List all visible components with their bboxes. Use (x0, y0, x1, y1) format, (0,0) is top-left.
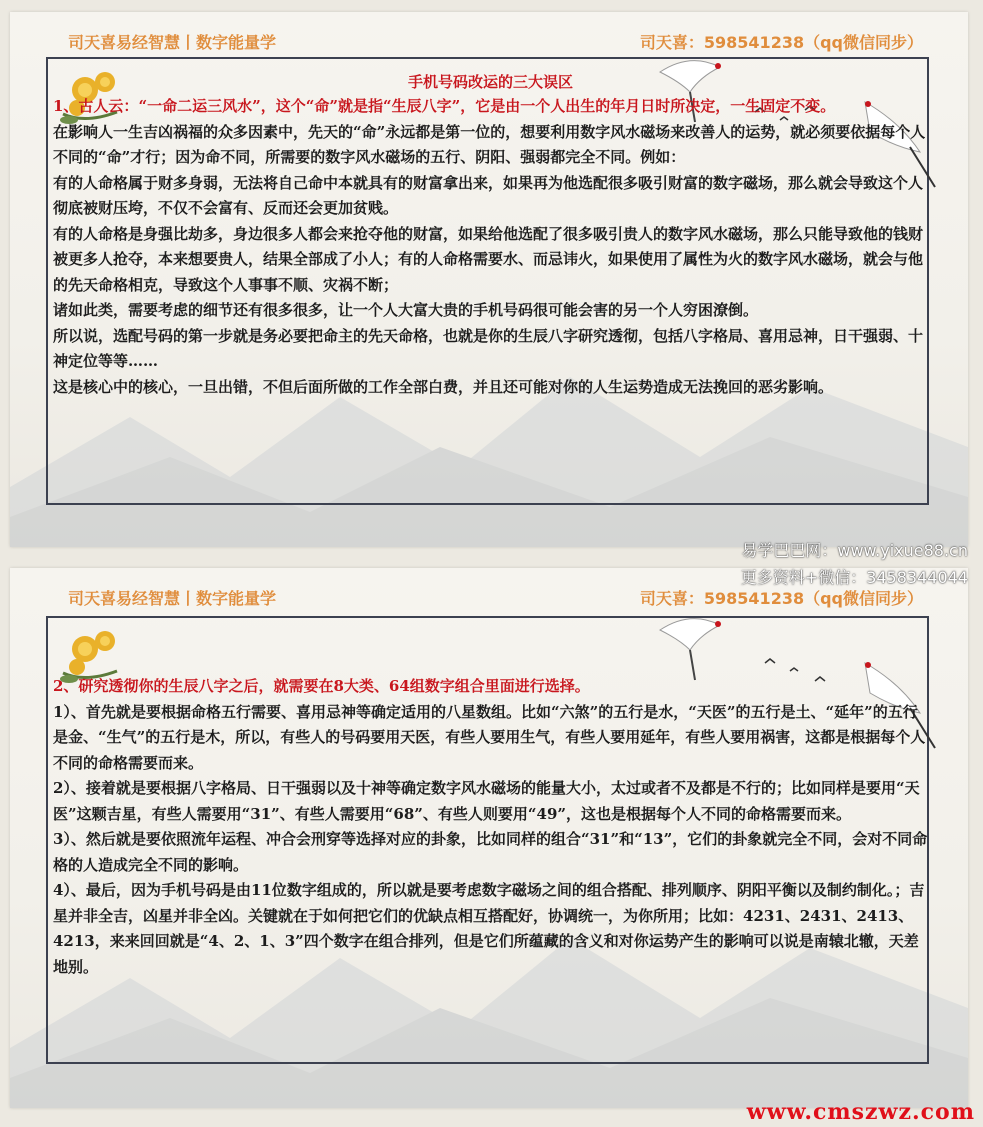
watermark-url: www.cmszwz.com (746, 1099, 975, 1125)
paragraph: 4）、最后，因为手机号码是由11位数字组成的，所以就是要考虑数字磁场之间的组合搭配、排列顺序、阴阳平衡以及制约制化。；吉星并非全吉，凶星并非全凶。关键就在于如何把它们的优缺点相互搭配好，协调统一，为你所用；比如：4231、2431、2413、4213，来来回回就是“4、2、1、3”四个数字在组合排列，但是它们所蕴藏的含义和对你运势产生的影响可以说是南辕北辙，天差地别。 (53, 881, 925, 976)
slide-1 (10, 12, 968, 547)
paragraph: 这是核心中的核心，一旦出错，不但后面所做的工作全部白费，并且还可能对你的人生运势造成无法挽回的恶劣影响。 (53, 377, 834, 396)
header-brand: 司天喜易经智慧丨数字能量学 (68, 589, 277, 608)
slide-1-content (53, 70, 928, 400)
paragraph: 2）、接着就是要根据八字格局、日干强弱以及十神等确定数字风水磁场的能量大小，太过或者不及都是不行的；比如同样是要用“天医”这颗吉星，有些人需要用“31”、有些人需要用“68”、有些人则要用“49”，这也是根据每个人不同的命格需要而来。 (53, 779, 920, 823)
header-contact: 司天喜：598541238（qq微信同步） (639, 33, 923, 52)
header-contact: 司天喜：598541238（qq微信同步） (639, 589, 923, 608)
paragraph: 3）、然后就是要依照流年运程、冲合会刑穿等选择对应的卦象，比如同样的组合“31”和“13”，它们的卦象就完全不同，会对不同命格的人造成完全不同的影响。 (53, 830, 928, 874)
watermark-site: 易学巴巴网：www.yixue88.cn (741, 541, 968, 560)
paragraph: 所以说，选配号码的第一步就是务必要把命主的先天命格，也就是你的生辰八字研究透彻，包括八字格局、喜用忌神，日干强弱、十神定位等等…… (53, 326, 924, 370)
watermark-wechat: 更多资料+微信：3458344044 (740, 568, 968, 587)
paragraph: 有的人命格是身强比劫多，身边很多人都会来抢夺他的财富，如果给他选配了很多吸引贵人的数字风水磁场，那么只能导致他的钱财被更多人抢夺，本来想要贵人，结果全部成了小人；有的人命格需要水、而忌讳火，如果使用了属性为火的数字风水磁场，就会与他的先天命格相克，导致这个人事事不顺、灾祸不断； (53, 224, 924, 294)
header-brand: 司天喜易经智慧丨数字能量学 (68, 33, 277, 52)
slide-title: 手机号码改运的三大误区 (407, 73, 573, 91)
slide-2 (10, 568, 968, 1108)
paragraph: 诸如此类，需要考虑的细节还有很多很多，让一个人大富大贵的手机号码很可能会害的另一个人穷困潦倒。 (53, 301, 759, 319)
slide-2-content (53, 674, 928, 980)
paragraph: 有的人命格属于财多身弱，无法将自己命中本就具有的财富拿出来，如果再为他选配很多吸引财富的数字磁场，那么就会导致这个人彻底被财压垮，不仅不会富有、反而还会更加贫贱。 (53, 173, 924, 217)
point-2-heading: 2、研究透彻你的生辰八字之后，就需要在8大类、64组数字组合里面进行选择。 (53, 677, 590, 695)
paragraph: 在影响人一生吉凶祸福的众多因素中，先天的“命”永远都是第一位的，想要利用数字风水磁场来改善人的运势，就必须要依据每个人不同的“命”才行；因为命不同，所需要的数字风水磁场的五行、阴阳、强弱都完全不同。例如： (53, 122, 926, 166)
point-1-heading: 1、古人云：“一命二运三风水”，这个“命”就是指“生辰八字”，它是由一个人出生的年月日时所决定，一生固定不变。 (53, 97, 836, 115)
paragraph: 1）、首先就是要根据命格五行需要、喜用忌神等确定适用的八星数组。比如“六煞”的五行是水，“天医”的五行是土、“延年”的五行是金、“生气”的五行是木，所以，有些人的号码要用天医，有些人要用生气，有些人要用延年，有些人要用祸害，这都是根据每个人不同的命格需要而来。 (53, 702, 926, 772)
